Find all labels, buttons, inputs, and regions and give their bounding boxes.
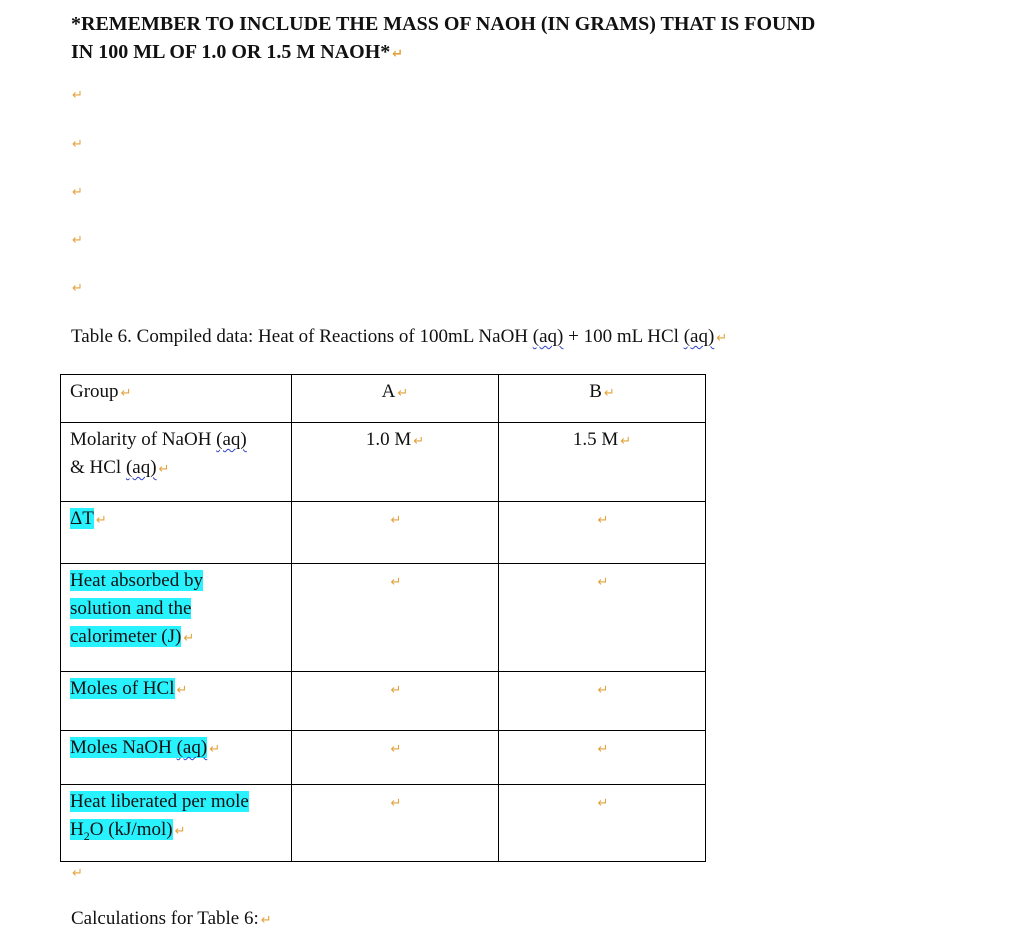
empty-paragraph-mark-icon: ↵ xyxy=(72,137,83,152)
delta-t-a-cell[interactable]: ↵ xyxy=(292,502,499,564)
molarity-a-cell[interactable]: 1.0 M ↵ xyxy=(292,423,499,502)
table-row xyxy=(61,564,706,672)
empty-paragraph-mark-icon: ↵ xyxy=(72,233,83,248)
group-b-header[interactable]: B ↵ xyxy=(499,375,706,423)
group-a-header[interactable]: A ↵ xyxy=(292,375,499,423)
delta-t-label-cell: ΔT ↵ xyxy=(61,502,292,564)
moles-naoh-label-cell: Moles NaOH (aq) ↵ xyxy=(61,731,292,785)
moles-hcl-label-cell: Moles of HCl ↵ xyxy=(61,672,292,731)
empty-paragraph-mark-icon: ↵ xyxy=(72,185,83,200)
heading-line-1: *REMEMBER TO INCLUDE THE MASS OF NAOH (IN GRAMS) THAT IS FOUND xyxy=(71,13,816,35)
empty-paragraph-mark-icon: ↵ xyxy=(72,88,83,103)
heat-liberated-a-cell[interactable]: ↵ xyxy=(292,785,499,862)
moles-hcl-b-cell[interactable]: ↵ xyxy=(499,672,706,731)
heat-liberated-b-cell[interactable]: ↵ xyxy=(499,785,706,862)
table-row xyxy=(61,375,706,423)
moles-hcl-a-cell[interactable]: ↵ xyxy=(292,672,499,731)
compiled-data-table xyxy=(60,374,706,862)
empty-paragraph-mark-icon: ↵ xyxy=(72,866,83,881)
paragraph-mark-icon: ↵ xyxy=(392,47,404,62)
molarity-label-cell: Molarity of NaOH (aq) & HCl (aq) ↵ xyxy=(61,423,292,502)
table-row xyxy=(61,672,706,731)
heat-absorbed-b-cell[interactable]: ↵ xyxy=(499,564,706,672)
calculations-heading: Calculations for Table 6: ↵ xyxy=(71,908,272,929)
table-row xyxy=(61,502,706,564)
delta-t-b-cell[interactable]: ↵ xyxy=(499,502,706,564)
heading-line-2: IN 100 ML OF 1.0 OR 1.5 M NAOH* xyxy=(71,41,391,63)
table-caption: Table 6. Compiled data: Heat of Reactions of 100mL NaOH (aq) + 100 mL HCl (aq) ↵ xyxy=(71,326,728,347)
moles-naoh-b-cell[interactable]: ↵ xyxy=(499,731,706,785)
paragraph-mark-icon: ↵ xyxy=(260,913,272,928)
moles-naoh-a-cell[interactable]: ↵ xyxy=(292,731,499,785)
heat-absorbed-a-cell[interactable]: ↵ xyxy=(292,564,499,672)
table-row xyxy=(61,423,706,502)
instruction-heading xyxy=(71,10,971,69)
group-label-cell: Group ↵ xyxy=(61,375,292,423)
heat-liberated-label-cell: Heat liberated per mole $H_2O$ (kJ/mol) ↵ xyxy=(61,785,292,862)
paragraph-mark-icon: ↵ xyxy=(716,331,728,346)
molarity-b-cell[interactable]: 1.5 M ↵ xyxy=(499,423,706,502)
table-row xyxy=(61,785,706,862)
empty-paragraph-mark-icon: ↵ xyxy=(72,281,83,296)
table-row xyxy=(61,731,706,785)
heat-absorbed-label-cell: Heat absorbed by solution and the calorimeter (J) ↵ xyxy=(61,564,292,672)
